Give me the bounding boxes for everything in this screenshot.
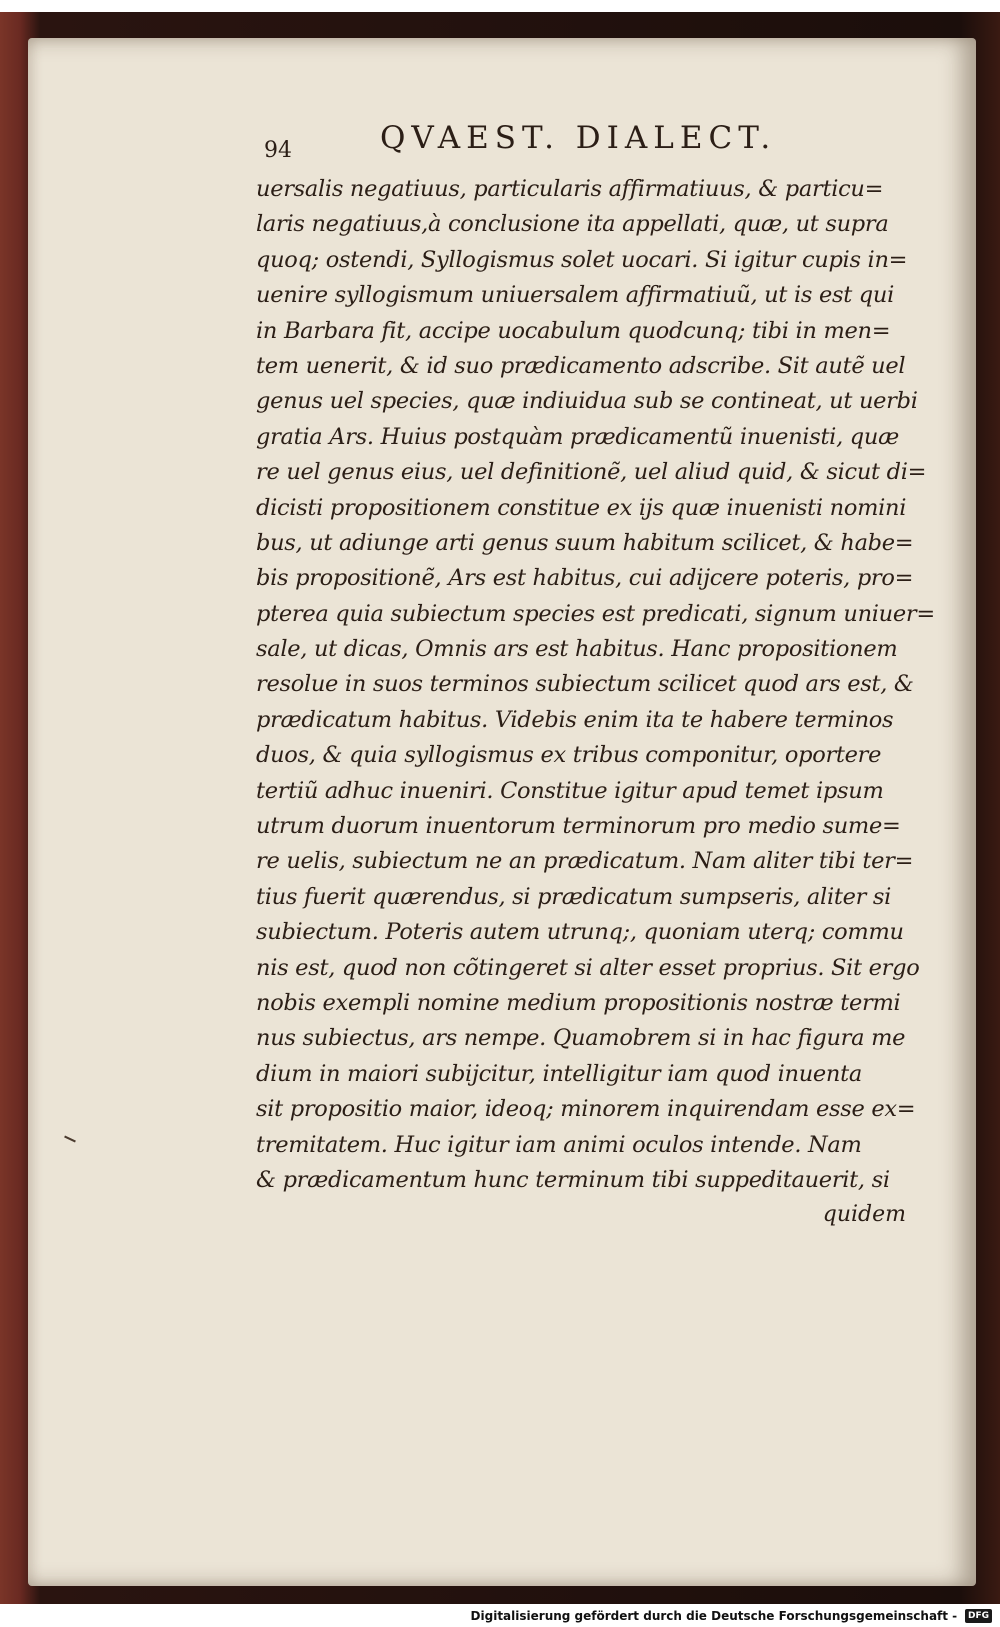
body-text [256,172,976,1198]
text-line: laris negatiuus,à conclusione ita appellati, quæ, ut supra [256,211,889,238]
text-line: sit propositio maior, ideoq; minorem inquirendam esse ex= [256,1096,916,1123]
text-line: tius fuerit quærendus, si prædicatum sumpseris, aliter si [256,883,892,910]
text-line: prædicatum habitus. Videbis enim ita te habere terminos [256,706,894,733]
text-line: dicisti propositionem constitue ex ijs quæ inuenisti nomini [256,494,907,521]
text-line: nobis exempli nomine medium propositionis nostræ termi [256,989,901,1016]
text-line: dium in maiori subijcitur, intelligitur iam quod inuenta [256,1060,862,1087]
text-line: utrum duorum inuentorum terminorum pro medio sume= [256,813,901,840]
text-line: resolue in suos terminos subiectum scilicet quod ars est, & [256,671,914,698]
text-line: in Barbara fit, accipe uocabulum quodcunq; tibi in men= [256,317,891,344]
text-line: re uelis, subiectum ne an prædicatum. Nam aliter tibi ter= [256,848,914,875]
text-line: gratia Ars. Huius postquàm prædicamentũ inuenisti, quæ [256,423,899,450]
footer-credit: Digitalisierung gefördert durch die Deutsche Forschungsgemeinschaft - [470,1608,958,1623]
page-number: 94 [264,138,292,163]
text-line: & prædicamentum hunc terminum tibi suppeditauerit, si [256,1166,890,1193]
text-line: subiectum. Poteris autem utrunq;, quoniam uterq; commu [256,919,904,946]
text-line: bus, ut adiunge arti genus suum habitum scilicet, & habe= [256,529,914,556]
text-line: bis propositionẽ, Ars est habitus, cui adijcere poteris, pro= [256,565,914,592]
book-page [28,38,976,1586]
digitization-footer [0,1604,1000,1626]
text-line: re uel genus eius, uel definitionẽ, uel aliud quid, & sicut di= [256,459,927,486]
text-line: tertiũ adhuc inueniri. Constitue igitur apud temet ipsum [256,777,884,804]
text-line: uenire syllogismum uniuersalem affirmatiuũ, ut is est qui [256,282,894,309]
catchword: quidem [822,1202,906,1228]
text-line: uersalis negatiuus, particularis affirmatiuus, & particu= [256,176,884,202]
margin-mark [64,1136,76,1143]
page-content [256,120,976,1232]
text-line: pterea quia subiectum species est predicati, signum uniuer= [256,600,935,627]
text-line: genus uel species, quæ indiuidua sub se contineat, ut uerbi [256,388,918,415]
text-line: duos, & quia syllogismus ex tribus componitur, oportere [256,742,882,769]
dfg-logo-icon: DFG [965,1609,992,1623]
running-title: QVAEST. DIALECT. [380,120,777,156]
text-line: nus subiectus, ars nempe. Quamobrem si in hac figura me [256,1025,906,1052]
text-line: nis est, quod non cõtingeret si alter esset proprius. Sit ergo [256,954,920,981]
text-line: sale, ut dicas, Omnis ars est habitus. Hanc propositionem [256,636,898,663]
text-line: tremitatem. Huc igitur iam animi oculos intende. Nam [256,1131,862,1158]
page-header [256,120,976,172]
text-line: tem uenerit, & id suo prædicamento adscribe. Sit autẽ uel [256,352,906,379]
text-line: quoq; ostendi, Syllogismus solet uocari. Si igitur cupis in= [256,246,908,273]
